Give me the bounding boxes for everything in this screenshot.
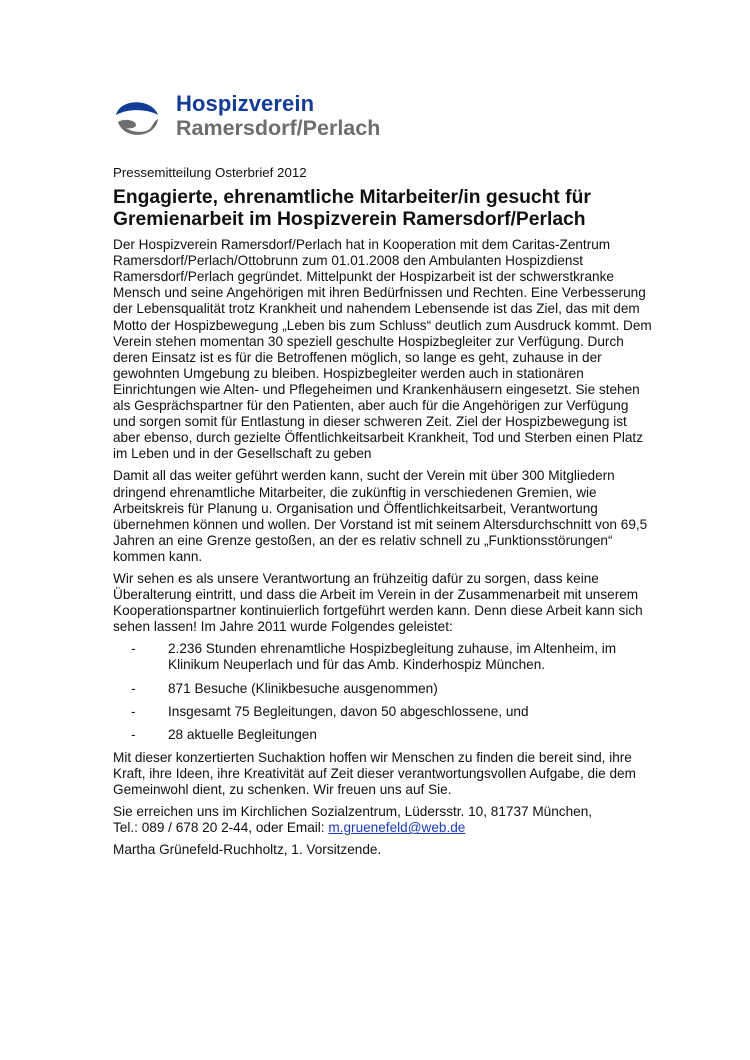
press-release <box>113 165 653 864</box>
logo-title: Hospizverein <box>176 91 315 116</box>
list-dash: - <box>131 680 136 696</box>
email-link[interactable]: m.gruenefeld@web.de <box>328 820 466 836</box>
signature: Martha Grünefeld-Ruchholtz, 1. Vorsitzende. <box>113 842 382 858</box>
list-item <box>113 681 653 697</box>
list-item-text: 2.236 Stunden ehrenamtliche Hospizbegleitung zuhause, im Altenheim, im Klinikum Neuperlach und für das Amb. Kinderhospiz München. <box>168 641 617 673</box>
logo-subtitle: Ramersdorf/Perlach <box>176 116 381 140</box>
list-item-text: Insgesamt 75 Begleitungen, davon 50 abgeschlossene, und <box>168 703 529 719</box>
list-item-text: 28 aktuelle Begleitungen <box>168 726 317 742</box>
contact-address: Sie erreichen uns im Kirchlichen Sozialzentrum, Lüdersstr. 10, 81737 München, <box>113 804 593 820</box>
contact-info <box>113 804 653 836</box>
document-headline: Engagierte, ehrenamtliche Mitarbeiter/in gesucht für Gremienarbeit im Hospizverein Ramersdorf/Perlach <box>113 187 591 231</box>
paragraph-volunteers: Damit all das weiter geführt werden kann, sucht der Verein mit über 300 Mitgliedern dringend ehrenamtliche Mitarbeiter, die zukünftig in verschiedenen Gremien, wie Arbeitskreis für Planung u. Organisation und Öffentlichkeitsarbeit, Verantwortung übernehmen können und wollen. Der Vorstand ist mit seinem Altersdurchschnitt von 69,5 Jahren an eine Grenze gestoßen, an der es relativ schnell zu „Funktionsstörungen“ kommen kann. <box>113 468 648 564</box>
list-item <box>113 704 653 720</box>
list-dash: - <box>131 641 136 657</box>
document-kicker: Pressemitteilung Osterbrief 2012 <box>113 165 307 180</box>
list-item <box>113 641 653 673</box>
paragraph-achievements: Wir sehen es als unsere Verantwortung an frühzeitig dafür zu sorgen, dass keine Überalterung eintritt, und dass die Arbeit im Verein in der Zusammenarbeit mit unserem Kooperationspartner kontinuierlich fortgeführt werden kann. Denn diese Arbeit kann sich sehen lassen! Im Jahre 2011 wurde Folgendes geleistet: <box>113 570 643 635</box>
logo <box>112 92 392 144</box>
list-item <box>113 727 653 743</box>
list-dash: - <box>131 703 136 719</box>
paragraph-closing: Mit dieser konzertierten Suchaktion hoffen wir Menschen zu finden die bereit sind, ihre Kraft, ihre Ideen, ihre Kreativität auf Zeit dieser verantwortungsvollen Aufgabe, die dem Gemeinwohl dient, zu schenken. Wir freuen uns auf Sie. <box>113 749 636 797</box>
achievements-list <box>113 641 653 742</box>
hospice-wave-logo-icon <box>112 92 162 142</box>
contact-phone: Tel.: 089 / 678 20 2-44, oder Email: <box>113 820 329 836</box>
list-item-text: 871 Besuche (Klinikbesuche ausgenommen) <box>168 680 438 696</box>
list-dash: - <box>131 726 136 742</box>
paragraph-intro: Der Hospizverein Ramersdorf/Perlach hat in Kooperation mit dem Caritas-Zentrum Ramersdorf/Perlach/Ottobrunn zum 01.01.2008 den Ambulanten Hospizdienst Ramersdorf/Perlach gegründet. Mittelpunkt der Hospizarbeit ist der schwerstkranke Mensch und seine Angehörigen mit ihren Bedürfnissen und Rechten. Eine Verbesserung der Lebensqualität trotz Krankheit und nahendem Lebensende ist das Ziel, das mit dem Motto der Hospizbewegung „Leben bis zum Schluss“ deutlich zum Ausdruck kommt. Dem Verein stehen momentan 30 speziell geschulte Hospizbegleiter zur Verfügung. Durch deren Einsatz ist es für die Betroffenen möglich, so lange es geht, zuhause in der gewohnten Umgebung zu bleiben. Hospizbegleiter werden auch in stationären Einrichtungen wie Alten- und Pflegeheimen und Krankenhäusern eingesetzt. Sie stehen als Gesprächspartner für den Patienten, aber auch für die Angehörigen zur Verfügung und sorgen somit für Entlastung in dieser schweren Zeit. Ziel der Hospizbewegung ist aber ebenso, durch gezielte Öffentlichkeitsarbeit Krankheit, Tod und Sterben einen Platz im Leben und in der Gesellschaft zu geben <box>113 237 652 462</box>
